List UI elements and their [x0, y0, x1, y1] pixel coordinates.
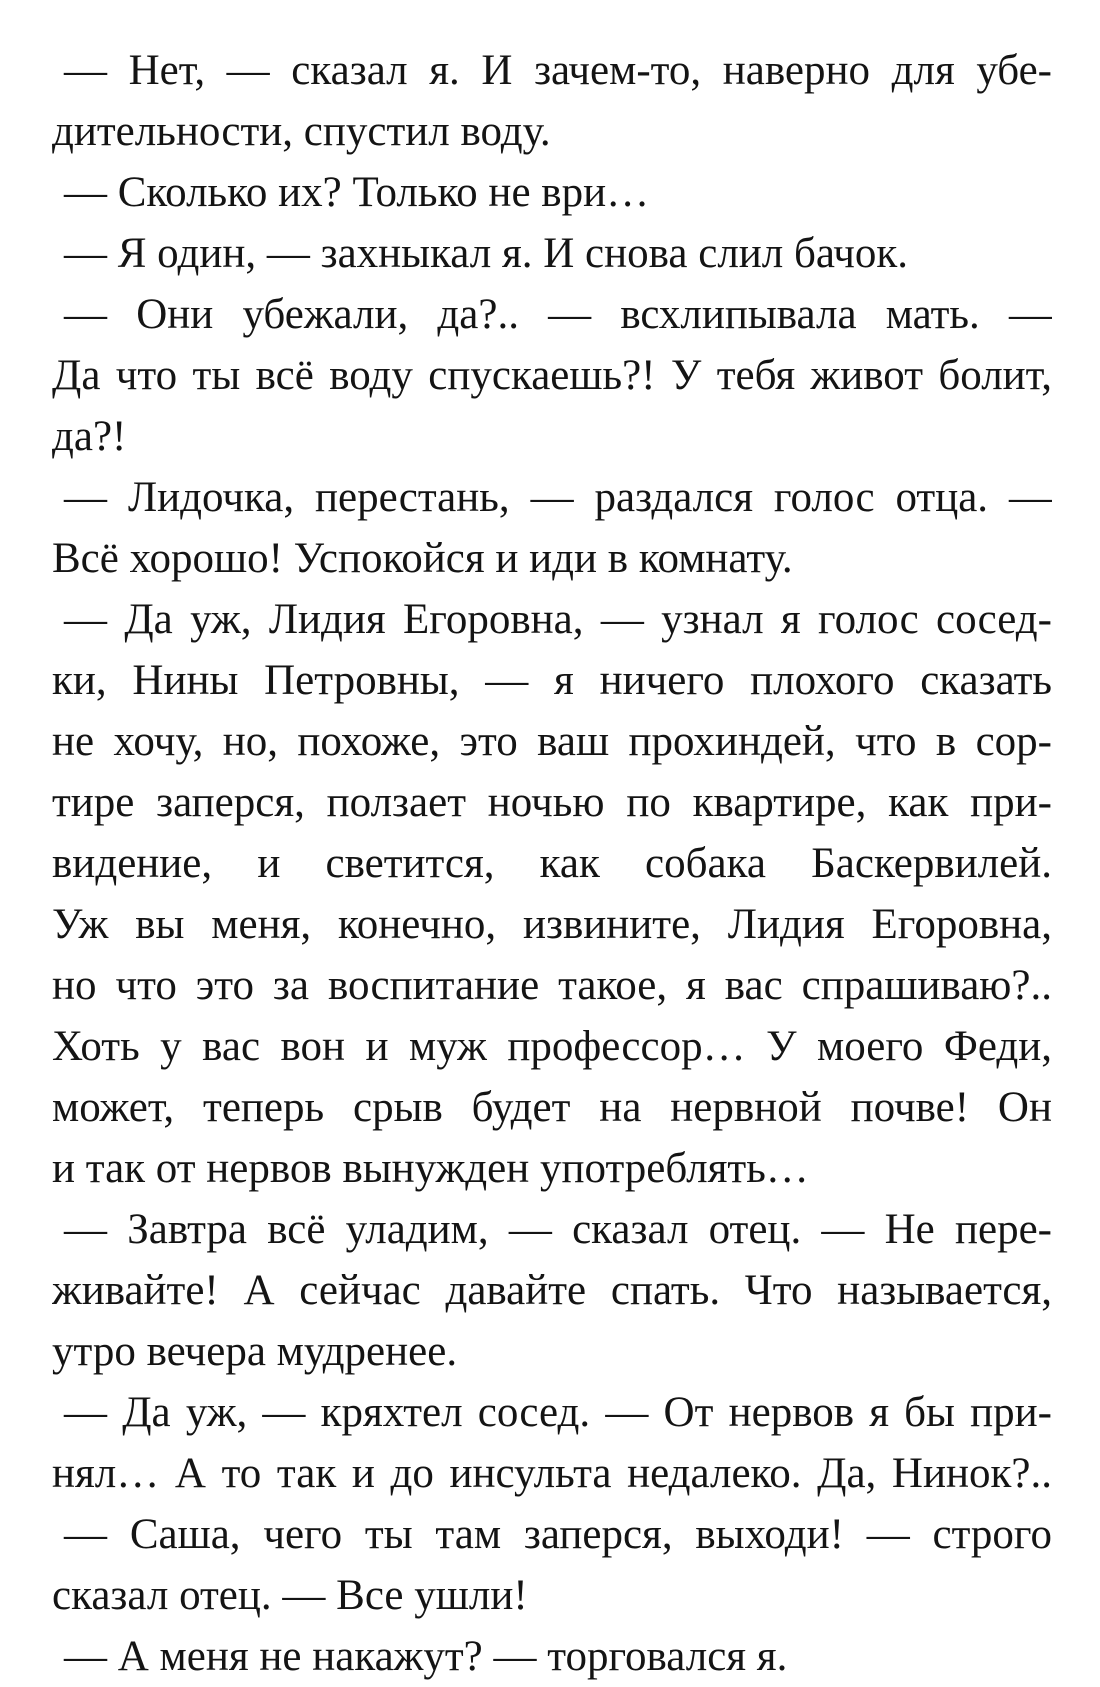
text-line: — Я один, — захныкал я. И снова слил бачок.: [64, 230, 909, 277]
text-line: не хочу, но, похоже, это ваш прохиндей, что в сор-: [52, 718, 1052, 765]
text-line: — Лидочка, перестань, — раздался голос отца. —: [64, 474, 1052, 521]
text-line: — Нет, — сказал я. И зачем-то, наверно для убе-: [64, 47, 1052, 94]
text-line: — Сколько их? Только не ври…: [64, 169, 650, 216]
text-line: дительности, спустил воду.: [52, 108, 551, 155]
text-line: Да что ты всё воду спускаешь?! У тебя живот болит,: [52, 352, 1052, 399]
text-line: видение, и светится, как собака Баскервилей.: [52, 840, 1052, 887]
text-line: — Саша, чего ты там заперся, выходи! — строго: [64, 1511, 1052, 1558]
page-text: [52, 40, 1052, 1687]
text-line: может, теперь срыв будет на нервной почве! Он: [52, 1084, 1052, 1131]
text-line: — А меня не накажут? — торговался я.: [64, 1633, 788, 1680]
text-line: сказал отец. — Все ушли!: [52, 1572, 528, 1619]
text-line: — Они убежали, да?.. — всхлипывала мать. —: [64, 291, 1052, 338]
text-line: нял… А то так и до инсульта недалеко. Да, Нинок?..: [52, 1450, 1052, 1497]
text-line: тире заперся, ползает ночью по квартире, как при-: [52, 779, 1052, 826]
text-line: живайте! А сейчас давайте спать. Что называется,: [52, 1267, 1052, 1314]
text-line: ки, Нины Петровны, — я ничего плохого сказать: [52, 657, 1052, 704]
text-line: утро вечера мудренее.: [52, 1328, 458, 1375]
text-line: — Завтра всё уладим, — сказал отец. — Не пере-: [64, 1206, 1052, 1253]
text-line: да?!: [52, 413, 127, 460]
text-line: Уж вы меня, конечно, извините, Лидия Егоровна,: [52, 901, 1052, 948]
text-line: — Да уж, — кряхтел сосед. — От нервов я бы при-: [64, 1389, 1052, 1436]
text-line: Всё хорошо! Успокойся и иди в комнату.: [52, 535, 793, 582]
text-line: Хоть у вас вон и муж профессор… У моего Феди,: [52, 1023, 1052, 1070]
text-line: и так от нервов вынужден употреблять…: [52, 1145, 809, 1192]
text-line: — Да уж, Лидия Егоровна, — узнал я голос сосед-: [64, 596, 1052, 643]
text-line: но что это за воспитание такое, я вас спрашиваю?..: [52, 962, 1052, 1009]
